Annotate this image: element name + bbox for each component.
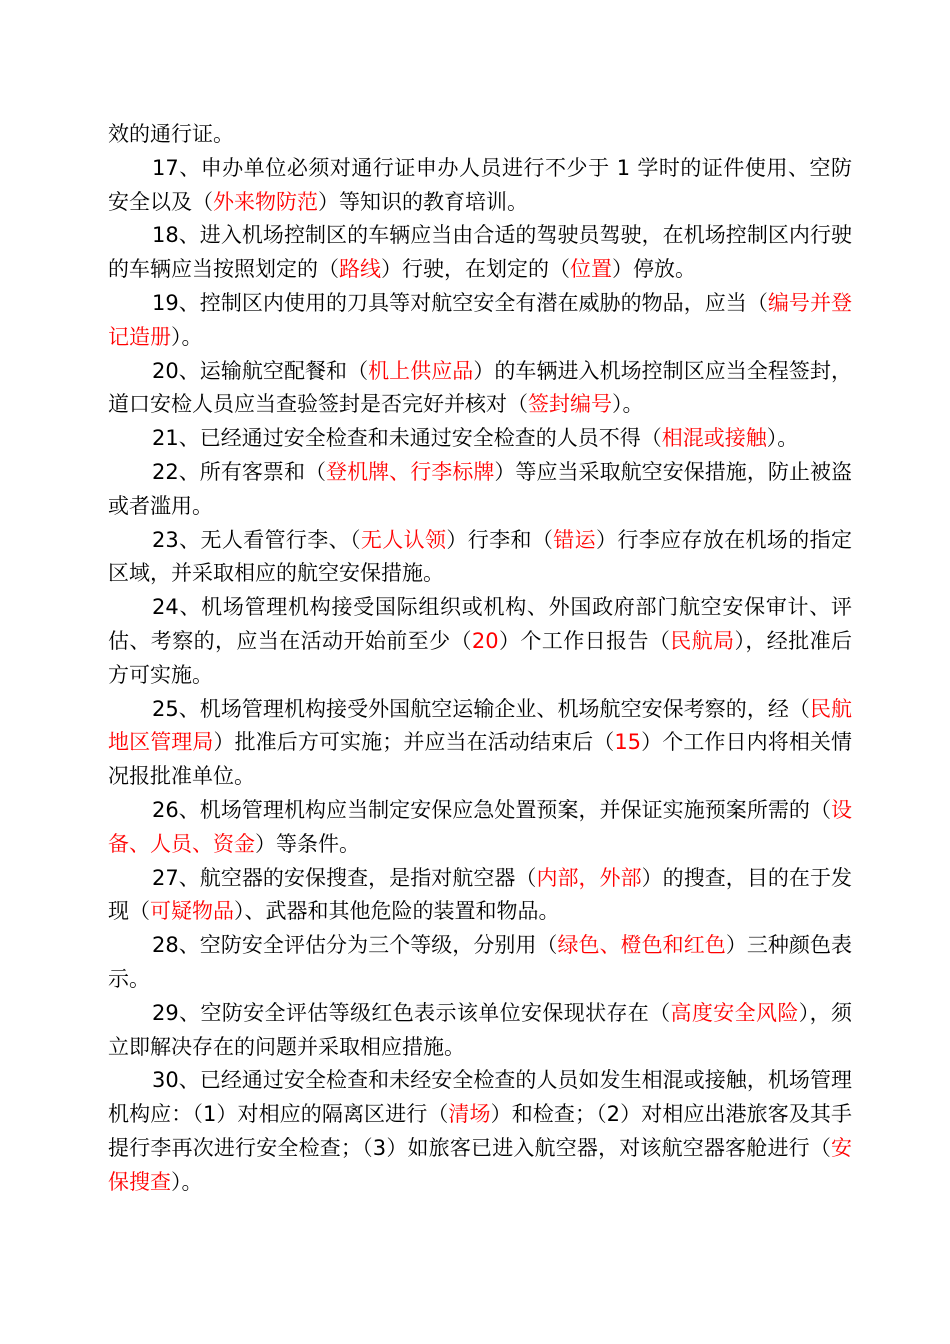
- answer-text: 签封编号: [528, 392, 612, 417]
- question-text: ）三种颜色表示。: [108, 933, 853, 991]
- question-text: ）批准后方可实施；并应当在活动结束后（: [213, 730, 615, 755]
- answer-text: 安保搜查: [108, 1135, 852, 1194]
- question-text: ）停放。: [612, 257, 696, 282]
- question-text: 24、机场管理机构接受国际组织或机构、外国政府部门航空安保审计、评估、考察的，应当在活动开始前至少（: [108, 595, 852, 653]
- answer-text: 20: [471, 628, 499, 653]
- answer-text: 15: [614, 730, 642, 755]
- question-paragraph-p16: [108, 118, 852, 152]
- answer-text: 内部，外部: [536, 865, 642, 890]
- question-text: 20、运输航空配餐和（: [152, 358, 369, 383]
- question-paragraph-p20: [108, 355, 852, 423]
- question-text: ）的车辆进入机场控制区应当全程签封，道口安检人员应当查验签封是否完好并核对（: [108, 358, 852, 417]
- answer-text: 错运: [553, 527, 596, 552]
- question-text: 27、航空器的安保搜查，是指对航空器（: [152, 865, 537, 890]
- question-text: ）行驶，在划定的（: [381, 257, 570, 282]
- question-text: ）行李和（: [446, 527, 554, 552]
- answer-text: 民航局: [670, 628, 735, 653]
- question-text: ）。: [171, 1169, 203, 1194]
- question-paragraph-p28: [108, 929, 852, 997]
- question-text: ）等应当采取航空安保措施，防止被盗或者滥用。: [108, 459, 853, 518]
- question-paragraph-p17: [108, 152, 852, 220]
- answer-text: 绿色、橙色和红色: [557, 933, 726, 958]
- question-text: ）行李应存放在机场的指定区域，并采取相应的航空安保措施。: [108, 527, 853, 586]
- question-text: ）。: [612, 392, 644, 417]
- question-text: ）和检查；（2）对相应出港旅客及其手提行李再次进行安全检查；（3）如旅客已进入航空器，对该航空器客舱进行（: [108, 1102, 853, 1160]
- question-paragraph-p26: [108, 794, 852, 862]
- question-paragraph-p30: [108, 1064, 852, 1199]
- answer-text: 可疑物品: [150, 899, 234, 924]
- answer-text: 无人认领: [360, 527, 447, 552]
- question-text: ）、武器和其他危险的装置和物品。: [234, 899, 560, 924]
- question-text: 效的通行证。: [108, 122, 234, 146]
- answer-text: 相混或接触: [661, 426, 767, 451]
- answer-text: 民航地区管理局: [108, 696, 852, 755]
- question-text: 22、所有客票和（: [152, 459, 327, 484]
- document-page: [108, 118, 852, 1200]
- question-text: 29、空防安全评估等级红色表示该单位安保现状存在（: [152, 1000, 671, 1025]
- question-text: 17、申办单位必须对通行证申办人员进行不少于 1 学时的证件使用、空防安全以及（: [108, 155, 852, 214]
- question-text: ）个工作日报告（: [498, 628, 671, 653]
- question-paragraph-p24: [108, 591, 852, 692]
- question-text: 23、无人看管行李、（: [152, 527, 361, 552]
- answer-text: 位置: [570, 257, 612, 282]
- answer-text: 路线: [339, 257, 381, 282]
- question-text: 28、空防安全评估分为三个等级，分别用（: [152, 933, 558, 958]
- question-text: ）等条件。: [255, 831, 360, 856]
- answer-text: 登机牌、行李标牌: [326, 459, 495, 484]
- question-paragraph-p19: [108, 287, 852, 355]
- question-text: ）等知识的教育培训。: [318, 189, 528, 214]
- question-paragraph-p29: [108, 997, 852, 1065]
- question-text: ），须立即解决存在的问题并采取相应措施。: [108, 1000, 853, 1059]
- answer-text: 编号并登记造册: [108, 290, 852, 349]
- question-paragraph-p18: [108, 219, 852, 287]
- question-text: ）。: [171, 324, 203, 349]
- question-text: ）。: [766, 426, 799, 451]
- answer-text: 清场: [448, 1102, 491, 1127]
- question-paragraph-p25: [108, 693, 852, 794]
- question-text: ）个工作日内将相关情况报批准单位。: [108, 730, 853, 789]
- question-text: 18、进入机场控制区的车辆应当由合适的驾驶员驾驶，在机场控制区内行驶的车辆应当按照划定的（: [108, 223, 852, 282]
- question-text: ），经批准后方可实施。: [108, 628, 853, 687]
- question-text: 26、机场管理机构应当制定安保应急处置预案，并保证实施预案所需的（: [152, 797, 831, 822]
- question-paragraph-p27: [108, 862, 852, 930]
- question-text: 19、控制区内使用的刀具等对航空安全有潜在威胁的物品，应当（: [152, 290, 768, 315]
- question-text: 25、机场管理机构接受外国航空运输企业、机场航空安保考察的，经（: [152, 696, 810, 721]
- answer-text: 设备、人员、资金: [108, 797, 852, 856]
- answer-text: 高度安全风险: [670, 1000, 799, 1025]
- question-paragraph-p23: [108, 524, 852, 592]
- question-text: ）的搜查，目的在于发现（: [108, 865, 852, 924]
- answer-text: 外来物防范: [213, 189, 318, 214]
- question-paragraph-p21: [108, 422, 852, 456]
- question-paragraph-p22: [108, 456, 852, 524]
- answer-text: 机上供应品: [368, 358, 474, 383]
- question-text: 30、已经通过安全检查和未经安全检查的人员如发生相混或接触，机场管理机构应：（1）对相应的隔离区进行（: [108, 1068, 852, 1127]
- question-text: 21、已经通过安全检查和未通过安全检查的人员不得（: [152, 426, 662, 451]
